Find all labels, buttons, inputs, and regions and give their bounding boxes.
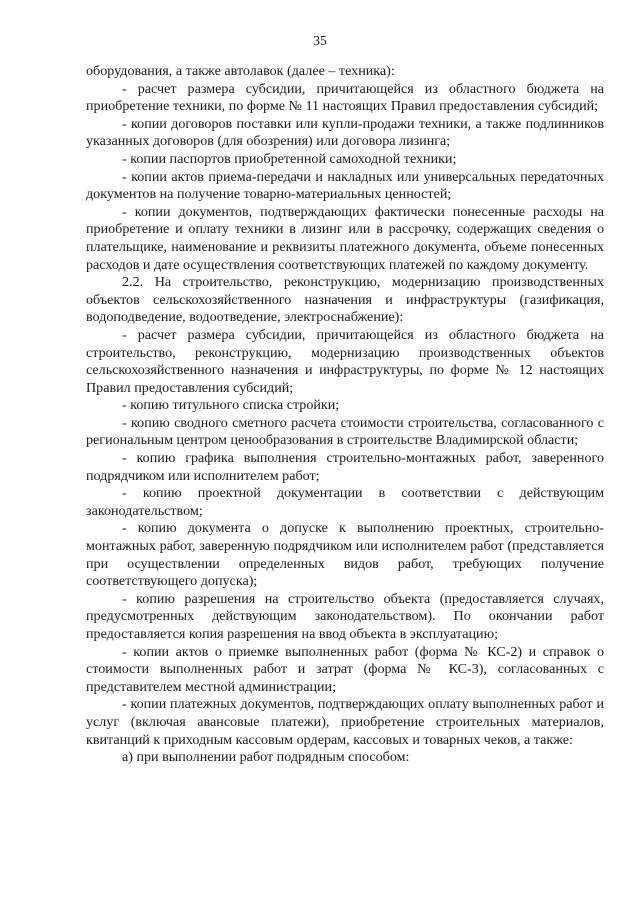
paragraph-building-permit: - копию разрешения на строительство объекта (предоставляется случаях, предусмотренных действующим законодательством). По окончании работ предоставляется копия разрешения на ввод объекта в эксплуатацию; xyxy=(86,590,604,642)
paragraph-subsidy-calc-equipment: - расчет размера субсидии, причитающейся из областного бюджета на приобретение техники, по форме № 11 настоящих Правил предоставления субсидий; xyxy=(86,80,604,115)
page-number: 35 xyxy=(313,33,327,48)
paragraph-title-list: - копию титульного списка стройки; xyxy=(122,397,340,414)
paragraph-expense-documents: - копии документов, подтверждающих фактически понесенные расходы на приобретение и оплату техники в лизинг или в рассрочку, содержащих сведения о плательщике, наименование и реквизиты платежного документа, объеме понесенных расходов и дате осуществления соответствующих платежей по каждому документу. xyxy=(86,203,604,273)
paragraph-intro: оборудования, а также автолавок (далее – техника): xyxy=(86,63,395,79)
paragraph-estimate: - копию сводного сметного расчета стоимости строительства, согласованного с региональным центром ценообразования в строительстве Владимирской области; xyxy=(86,414,604,449)
paragraph-project-docs: - копию проектной документации в соответствии с действующим законодательством; xyxy=(86,485,604,519)
paragraph-subsidy-calc-construction: - расчет размера субсидии, причитающейся из областного бюджета на строительство, реконструкцию, модернизацию производственных объектов сельскохозяйственного назначения и инфраструктуры, по форме № 12 настоящих Правил предоставления субсидий; xyxy=(86,326,604,396)
paragraph-supply-contracts: - копии договоров поставки или купли-продажи техники, а также подлинников указанных договоров (для обозрения) или договора лизинга; xyxy=(86,115,604,150)
paragraph-admission-doc: - копию документа о допуске к выполнению проектных, строительно-монтажных работ, заверенную подрядчиком или исполнителем работ (представляется при осуществлении определенных видов работ, требующих получение соответствующего допуска); xyxy=(86,520,604,590)
paragraph-vehicle-passports: - копии паспортов приобретенной самоходной техники; xyxy=(122,150,457,167)
paragraph-contract-method: а) при выполнении работ подрядным способом: xyxy=(122,749,410,766)
paragraph-work-schedule: - копию графика выполнения строительно-монтажных работ, заверенного подрядчиком или исполнителем работ; xyxy=(86,450,604,484)
paragraph-acceptance-acts: - копии актов о приемке выполненных работ (форма № КС-2) и справок о стоимости выполненных работ и затрат (форма № КС-3), согласованных с представителем местной администрации; xyxy=(86,643,604,695)
paragraph-transfer-acts: - копии актов приема-передачи и накладных или универсальных передаточных документов на получение товарно-материальных ценностей; xyxy=(86,168,604,203)
document-body xyxy=(86,63,604,767)
paragraph-payment-docs: - копии платежных документов, подтверждающих оплату выполненных работ и услуг (включая авансовые платежи), приобретение строительных материалов, квитанций к приходным кассовым ордерам, кассовых и товарных чеков, а также: xyxy=(86,696,604,748)
paragraph-section-2-2: 2.2. На строительство, реконструкцию, модернизацию производственных объектов сельскохозяйственного назначения и инфраструктуры (газификация, водоподведение, водоотведение, электроснабжение): xyxy=(86,274,604,326)
